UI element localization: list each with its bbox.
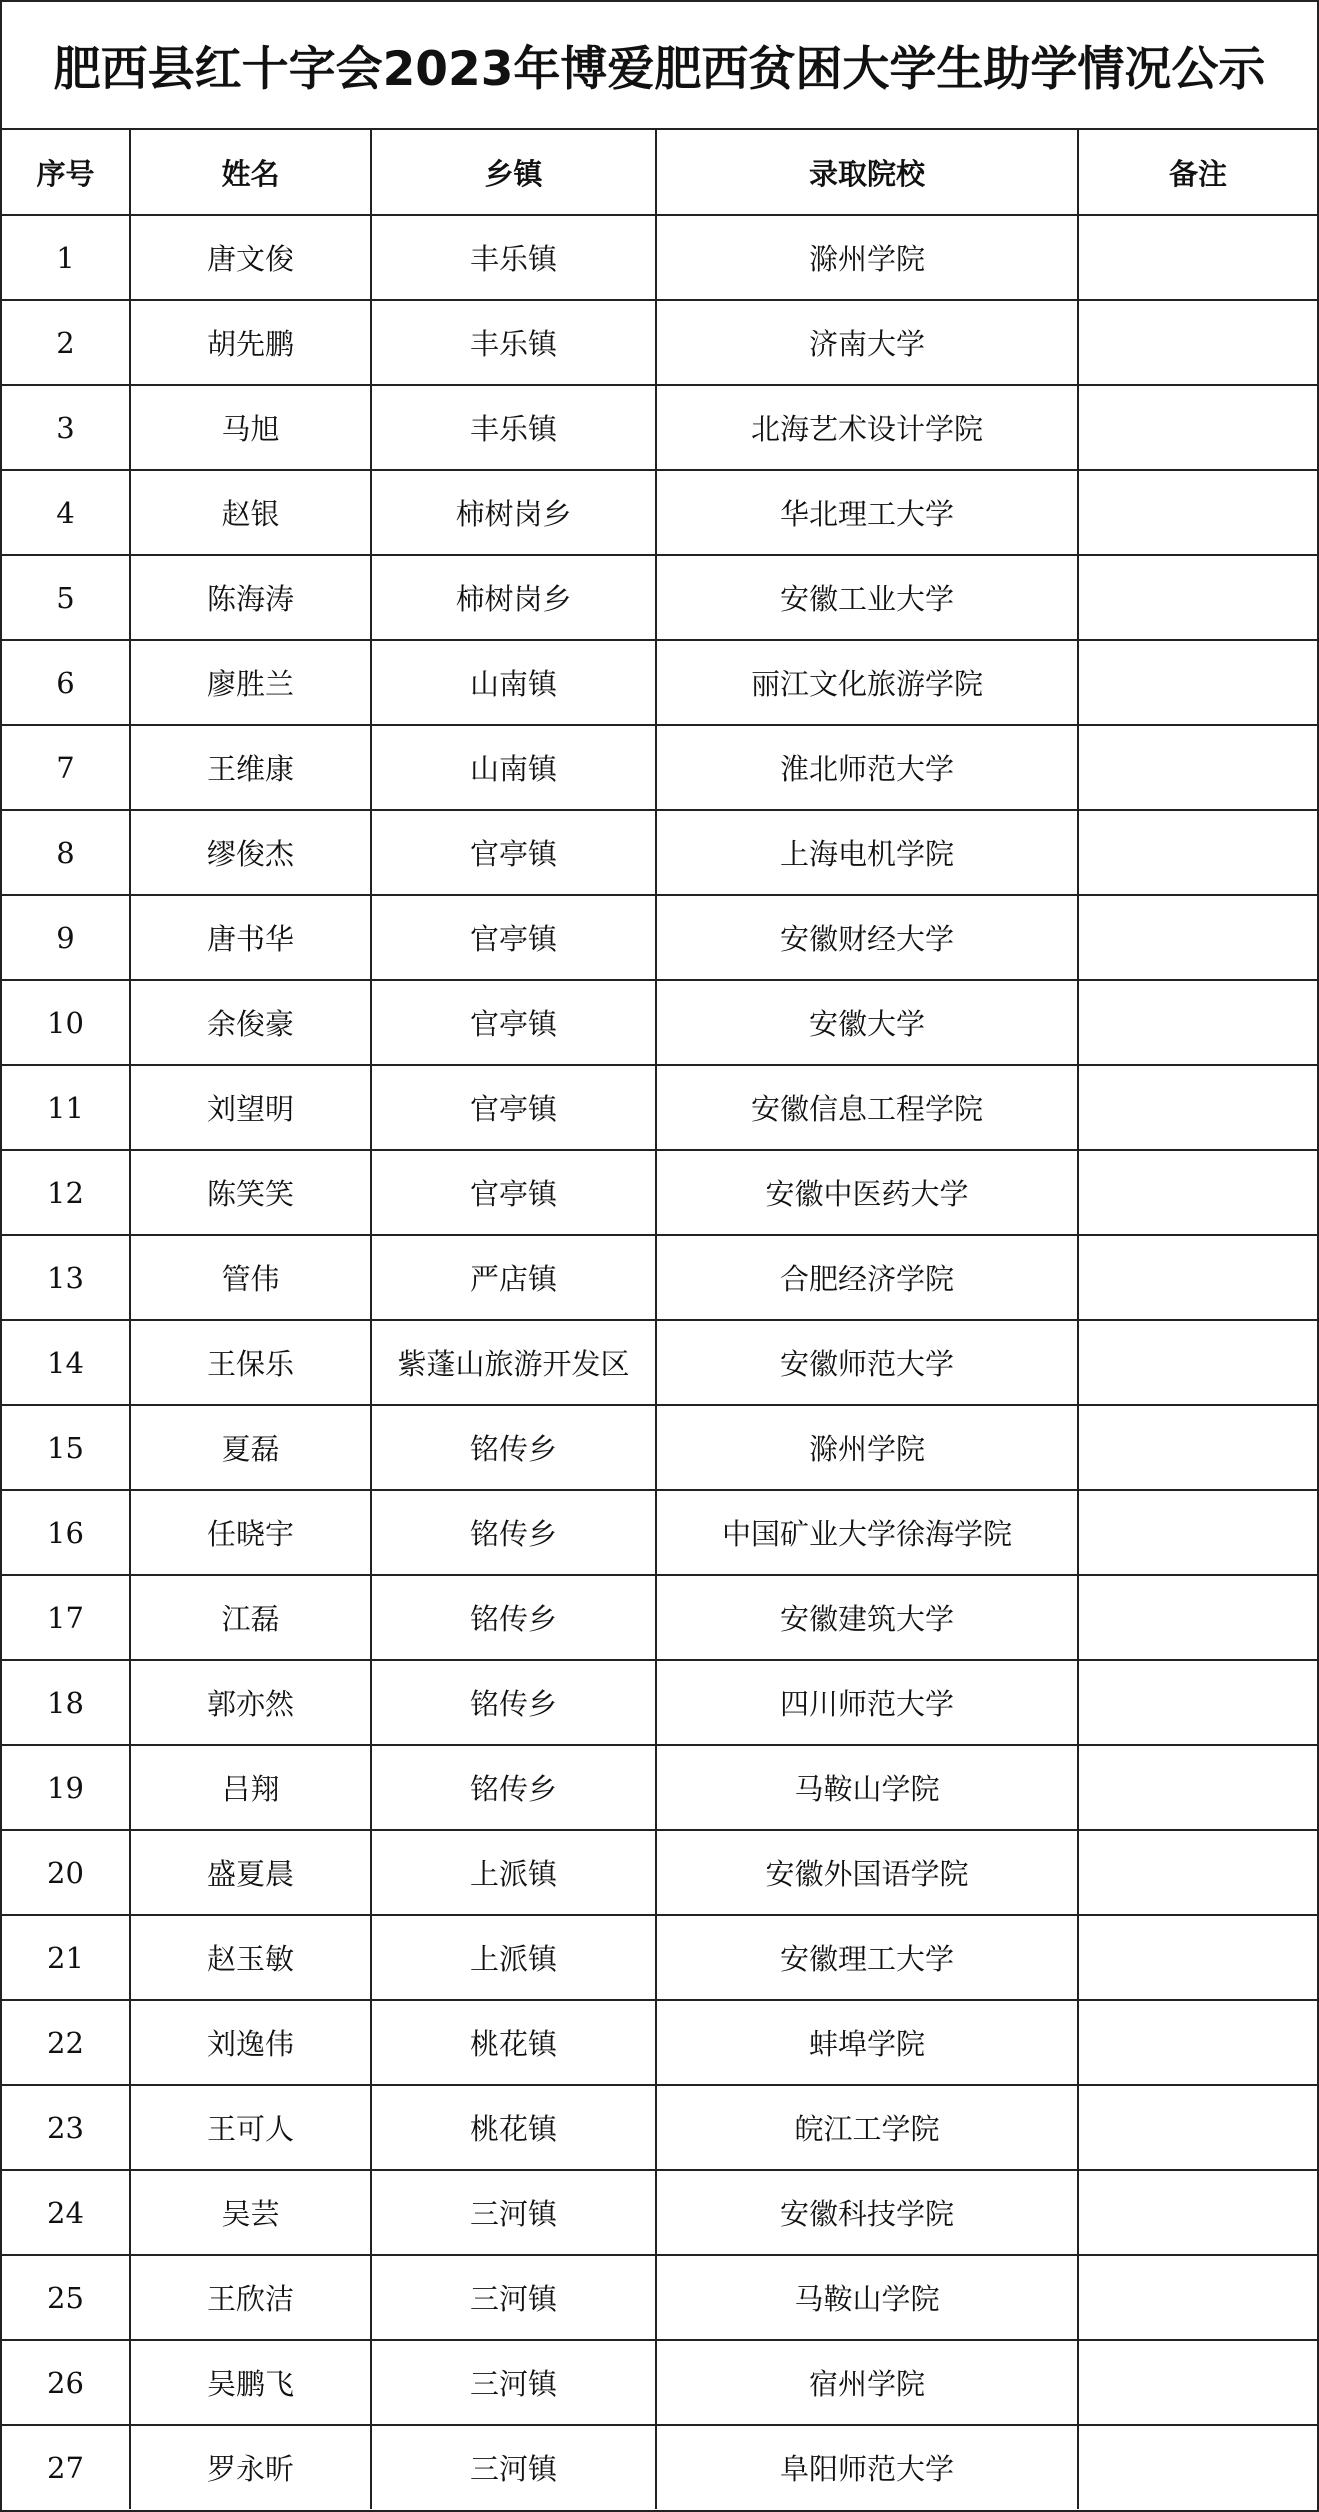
cell-town: 铭传乡 [371,1660,656,1745]
cell-school: 上海电机学院 [656,810,1078,895]
table-row [2,1660,1317,1745]
table-row [2,2000,1317,2085]
cell-school: 丽江文化旅游学院 [656,640,1078,725]
cell-note [1078,640,1317,725]
cell-note [1078,980,1317,1065]
cell-school: 合肥经济学院 [656,1235,1078,1320]
table-row [2,980,1317,1065]
cell-school: 安徽理工大学 [656,1915,1078,2000]
cell-name: 陈笑笑 [130,1150,371,1235]
cell-serial-number: 21 [2,1915,130,2000]
cell-town: 官亭镇 [371,810,656,895]
table-row [2,725,1317,810]
cell-school: 滁州学院 [656,1405,1078,1490]
table-row [2,810,1317,895]
cell-school: 蚌埠学院 [656,2000,1078,2085]
cell-name: 赵玉敏 [130,1915,371,2000]
cell-serial-number: 6 [2,640,130,725]
header-school: 录取院校 [656,130,1078,215]
cell-note [1078,1490,1317,1575]
table-row [2,555,1317,640]
table-row [2,2170,1317,2255]
cell-note [1078,1235,1317,1320]
cell-note [1078,2170,1317,2255]
cell-name: 江磊 [130,1575,371,1660]
cell-note [1078,385,1317,470]
cell-note [1078,1575,1317,1660]
cell-serial-number: 16 [2,1490,130,1575]
cell-name: 王可人 [130,2085,371,2170]
table-row [2,2340,1317,2425]
cell-town: 铭传乡 [371,1490,656,1575]
cell-town: 丰乐镇 [371,300,656,385]
cell-name: 唐书华 [130,895,371,980]
cell-note [1078,2340,1317,2425]
table-row [2,1490,1317,1575]
cell-name: 王维康 [130,725,371,810]
cell-town: 丰乐镇 [371,385,656,470]
cell-school: 安徽建筑大学 [656,1575,1078,1660]
cell-name: 缪俊杰 [130,810,371,895]
cell-school: 淮北师范大学 [656,725,1078,810]
cell-note [1078,1150,1317,1235]
table-header-row [2,130,1317,215]
table-row [2,2085,1317,2170]
cell-serial-number: 19 [2,1745,130,1830]
table-row [2,1320,1317,1405]
cell-note [1078,215,1317,300]
cell-name: 吕翔 [130,1745,371,1830]
cell-town: 三河镇 [371,2340,656,2425]
cell-note [1078,2085,1317,2170]
cell-name: 马旭 [130,385,371,470]
cell-town: 上派镇 [371,1830,656,1915]
table-row [2,1745,1317,1830]
cell-note [1078,2000,1317,2085]
cell-note [1078,1830,1317,1915]
cell-town: 上派镇 [371,1915,656,2000]
table-row [2,1150,1317,1235]
cell-serial-number: 14 [2,1320,130,1405]
cell-town: 山南镇 [371,725,656,810]
cell-school: 安徽工业大学 [656,555,1078,640]
table-row [2,1915,1317,2000]
cell-name: 郭亦然 [130,1660,371,1745]
cell-note [1078,470,1317,555]
header-note: 备注 [1078,130,1317,215]
cell-name: 胡先鹏 [130,300,371,385]
table-row [2,640,1317,725]
cell-name: 管伟 [130,1235,371,1320]
cell-serial-number: 1 [2,215,130,300]
cell-town: 紫蓬山旅游开发区 [371,1320,656,1405]
table-row [2,2255,1317,2340]
cell-school: 安徽中医药大学 [656,1150,1078,1235]
cell-name: 盛夏晨 [130,1830,371,1915]
cell-name: 吴芸 [130,2170,371,2255]
cell-school: 马鞍山学院 [656,2255,1078,2340]
cell-school: 安徽科技学院 [656,2170,1078,2255]
cell-name: 任晓宇 [130,1490,371,1575]
cell-school: 马鞍山学院 [656,1745,1078,1830]
cell-serial-number: 24 [2,2170,130,2255]
table-row [2,1405,1317,1490]
cell-school: 安徽外国语学院 [656,1830,1078,1915]
cell-serial-number: 23 [2,2085,130,2170]
cell-town: 官亭镇 [371,1150,656,1235]
cell-serial-number: 22 [2,2000,130,2085]
table-row [2,385,1317,470]
cell-name: 夏磊 [130,1405,371,1490]
cell-town: 官亭镇 [371,1065,656,1150]
cell-school: 阜阳师范大学 [656,2425,1078,2509]
cell-serial-number: 3 [2,385,130,470]
cell-serial-number: 10 [2,980,130,1065]
cell-note [1078,1745,1317,1830]
cell-town: 柿树岗乡 [371,555,656,640]
table-row [2,895,1317,980]
document-title: 肥西县红十字会2023年博爱肥西贫困大学生助学情况公示 [2,2,1317,130]
cell-note [1078,895,1317,980]
cell-school: 安徽财经大学 [656,895,1078,980]
cell-school: 宿州学院 [656,2340,1078,2425]
cell-note [1078,1065,1317,1150]
cell-serial-number: 15 [2,1405,130,1490]
table-row [2,300,1317,385]
cell-school: 安徽大学 [656,980,1078,1065]
cell-name: 王欣洁 [130,2255,371,2340]
table-row [2,1575,1317,1660]
cell-serial-number: 4 [2,470,130,555]
cell-note [1078,2425,1317,2509]
cell-serial-number: 18 [2,1660,130,1745]
cell-serial-number: 2 [2,300,130,385]
header-serial-number: 序号 [2,130,130,215]
cell-name: 吴鹏飞 [130,2340,371,2425]
cell-school: 中国矿业大学徐海学院 [656,1490,1078,1575]
cell-name: 陈海涛 [130,555,371,640]
table-row [2,1065,1317,1150]
cell-town: 三河镇 [371,2170,656,2255]
cell-note [1078,2255,1317,2340]
aid-table [2,130,1317,2509]
cell-note [1078,1405,1317,1490]
cell-name: 刘逸伟 [130,2000,371,2085]
cell-town: 山南镇 [371,640,656,725]
cell-serial-number: 11 [2,1065,130,1150]
cell-name: 刘望明 [130,1065,371,1150]
cell-serial-number: 12 [2,1150,130,1235]
cell-serial-number: 26 [2,2340,130,2425]
cell-name: 廖胜兰 [130,640,371,725]
cell-school: 四川师范大学 [656,1660,1078,1745]
cell-name: 余俊豪 [130,980,371,1065]
cell-town: 官亭镇 [371,895,656,980]
cell-school: 济南大学 [656,300,1078,385]
cell-town: 严店镇 [371,1235,656,1320]
cell-name: 王保乐 [130,1320,371,1405]
cell-note [1078,300,1317,385]
cell-serial-number: 8 [2,810,130,895]
cell-school: 皖江工学院 [656,2085,1078,2170]
cell-school: 安徽信息工程学院 [656,1065,1078,1150]
cell-school: 北海艺术设计学院 [656,385,1078,470]
cell-note [1078,1915,1317,2000]
table-row [2,1235,1317,1320]
cell-note [1078,1320,1317,1405]
table-row [2,470,1317,555]
cell-town: 三河镇 [371,2425,656,2509]
table-row [2,2425,1317,2509]
cell-note [1078,1660,1317,1745]
cell-serial-number: 7 [2,725,130,810]
table-body [2,215,1317,2509]
cell-serial-number: 25 [2,2255,130,2340]
cell-school: 滁州学院 [656,215,1078,300]
cell-name: 赵银 [130,470,371,555]
cell-town: 桃花镇 [371,2000,656,2085]
cell-town: 官亭镇 [371,980,656,1065]
cell-serial-number: 13 [2,1235,130,1320]
cell-town: 铭传乡 [371,1405,656,1490]
cell-serial-number: 9 [2,895,130,980]
cell-town: 桃花镇 [371,2085,656,2170]
cell-town: 丰乐镇 [371,215,656,300]
cell-town: 铭传乡 [371,1745,656,1830]
header-name: 姓名 [130,130,371,215]
cell-name: 罗永昕 [130,2425,371,2509]
cell-town: 三河镇 [371,2255,656,2340]
cell-serial-number: 17 [2,1575,130,1660]
cell-school: 华北理工大学 [656,470,1078,555]
cell-serial-number: 5 [2,555,130,640]
table-row [2,215,1317,300]
header-town: 乡镇 [371,130,656,215]
cell-serial-number: 20 [2,1830,130,1915]
cell-town: 柿树岗乡 [371,470,656,555]
cell-school: 安徽师范大学 [656,1320,1078,1405]
cell-note [1078,555,1317,640]
table-row [2,1830,1317,1915]
cell-name: 唐文俊 [130,215,371,300]
cell-note [1078,810,1317,895]
cell-note [1078,725,1317,810]
cell-serial-number: 27 [2,2425,130,2509]
cell-town: 铭传乡 [371,1575,656,1660]
